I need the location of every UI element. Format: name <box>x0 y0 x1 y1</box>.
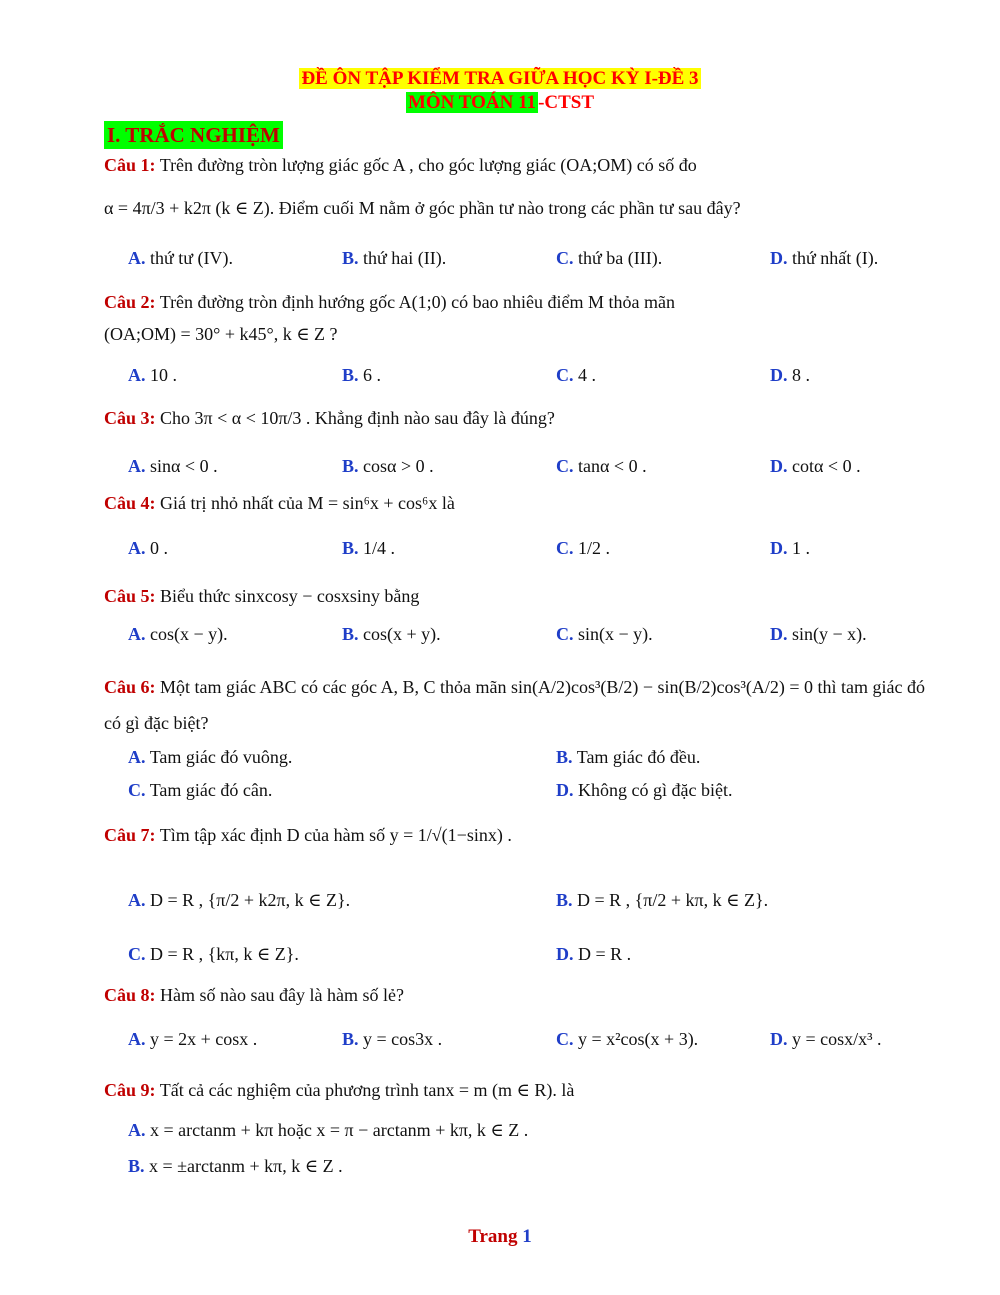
q1-option-d[interactable]: D. thứ nhất (I). <box>770 248 879 268</box>
question-1: Câu 1: Trên đường tròn lượng giác gốc A , cho góc lượng giác (OA;OM) có số đo <box>104 155 697 175</box>
question-2: Câu 2: Trên đường tròn định hướng gốc A(1;0) có bao nhiêu điểm M thỏa mãn <box>104 292 676 312</box>
q5-option-a[interactable]: A. cos(x − y). <box>128 624 228 644</box>
q2-option-b[interactable]: B. 6 . <box>342 365 382 385</box>
q3-option-d[interactable]: D. cotα < 0 . <box>770 456 861 476</box>
q9-option-a[interactable]: A. x = arctanm + kπ hoặc x = π − arctanm + kπ, k ∈ Z . <box>128 1120 529 1140</box>
q4-option-c[interactable]: C. 1/2 . <box>556 538 611 558</box>
question-9: Câu 9: Tất cả các nghiệm của phương trình tanx = m (m ∈ R). là <box>104 1080 575 1100</box>
q4-option-d[interactable]: D. 1 . <box>770 538 810 558</box>
q2-option-c[interactable]: C. 4 . <box>556 365 596 385</box>
page-footer: Trang 1 <box>468 1226 532 1247</box>
q5-option-c[interactable]: C. sin(x − y). <box>556 624 653 644</box>
question-8: Câu 8: Hàm số nào sau đây là hàm số lẻ? <box>104 985 404 1005</box>
q7-option-b[interactable]: B. D = R , {π/2 + kπ, k ∈ Z}. <box>556 890 769 910</box>
q5-option-d[interactable]: D. sin(y − x). <box>770 624 867 644</box>
exam-title: ĐỀ ÔN TẬP KIỂM TRA GIỮA HỌC KỲ I-ĐỀ 3 <box>301 68 699 89</box>
q4-option-b[interactable]: B. 1/4 . <box>342 538 396 558</box>
q1-option-c[interactable]: C. thứ ba (III). <box>556 248 663 268</box>
question-4: Câu 4: Giá trị nhỏ nhất của M = sin⁶x + cos⁶x là <box>104 493 455 513</box>
q8-option-c[interactable]: C. y = x²cos(x + 3). <box>556 1029 699 1049</box>
question-3: Câu 3: Cho 3π < α < 10π/3 . Khẳng định nào sau đây là đúng? <box>104 408 555 428</box>
q1-option-b[interactable]: B. thứ hai (II). <box>342 248 447 268</box>
q8-option-b[interactable]: B. y = cos3x . <box>342 1029 443 1049</box>
q7-option-c[interactable]: C. D = R , {kπ, k ∈ Z}. <box>128 944 299 964</box>
question-2-line-2: (OA;OM) = 30° + k45°, k ∈ Z ? <box>104 324 338 344</box>
q8-option-d[interactable]: D. y = cosx/x³ . <box>770 1029 882 1049</box>
q3-option-b[interactable]: B. cosα > 0 . <box>342 456 434 476</box>
q6-option-c[interactable]: C. Tam giác đó cân. <box>128 780 273 800</box>
question-6: Câu 6: Một tam giác ABC có các góc A, B, C thỏa mãn sin(A/2)cos³(B/2) − sin(B/2)cos³(A/2) = 0 thì tam giác đó <box>104 677 925 697</box>
q5-option-b[interactable]: B. cos(x + y). <box>342 624 441 644</box>
q6-option-b[interactable]: B. Tam giác đó đều. <box>556 747 701 767</box>
q1-option-a[interactable]: A. thứ tư (IV). <box>128 248 233 268</box>
question-5: Câu 5: Biểu thức sinxcosy − cosxsiny bằng <box>104 586 420 606</box>
q9-option-b[interactable]: B. x = ±arctanm + kπ, k ∈ Z . <box>128 1156 343 1176</box>
question-7: Câu 7: Tìm tập xác định D của hàm số y = 1/√(1−sinx) . <box>104 825 512 845</box>
q7-option-d[interactable]: D. D = R . <box>556 944 632 964</box>
q3-option-a[interactable]: A. sinα < 0 . <box>128 456 218 476</box>
exam-subject: MÔN TOÁN 11 -CTST <box>407 92 595 113</box>
question-6-line-2: có gì đặc biệt? <box>104 713 209 733</box>
q8-option-a[interactable]: A. y = 2x + cosx . <box>128 1029 258 1049</box>
q2-option-d[interactable]: D. 8 . <box>770 365 810 385</box>
q6-option-d[interactable]: D. Không có gì đặc biệt. <box>556 780 733 800</box>
question-1-line-2: α = 4π/3 + k2π (k ∈ Z). Điểm cuối M nằm ở góc phần tư nào trong các phần tư sau đây? <box>104 198 741 218</box>
q7-option-a[interactable]: A. D = R , {π/2 + k2π, k ∈ Z}. <box>128 890 351 910</box>
section-heading: I. TRẮC NGHIỆM <box>104 121 283 149</box>
q4-option-a[interactable]: A. 0 . <box>128 538 168 558</box>
q3-option-c[interactable]: C. tanα < 0 . <box>556 456 647 476</box>
q6-option-a[interactable]: A. Tam giác đó vuông. <box>128 747 293 767</box>
q2-option-a[interactable]: A. 10 . <box>128 365 177 385</box>
